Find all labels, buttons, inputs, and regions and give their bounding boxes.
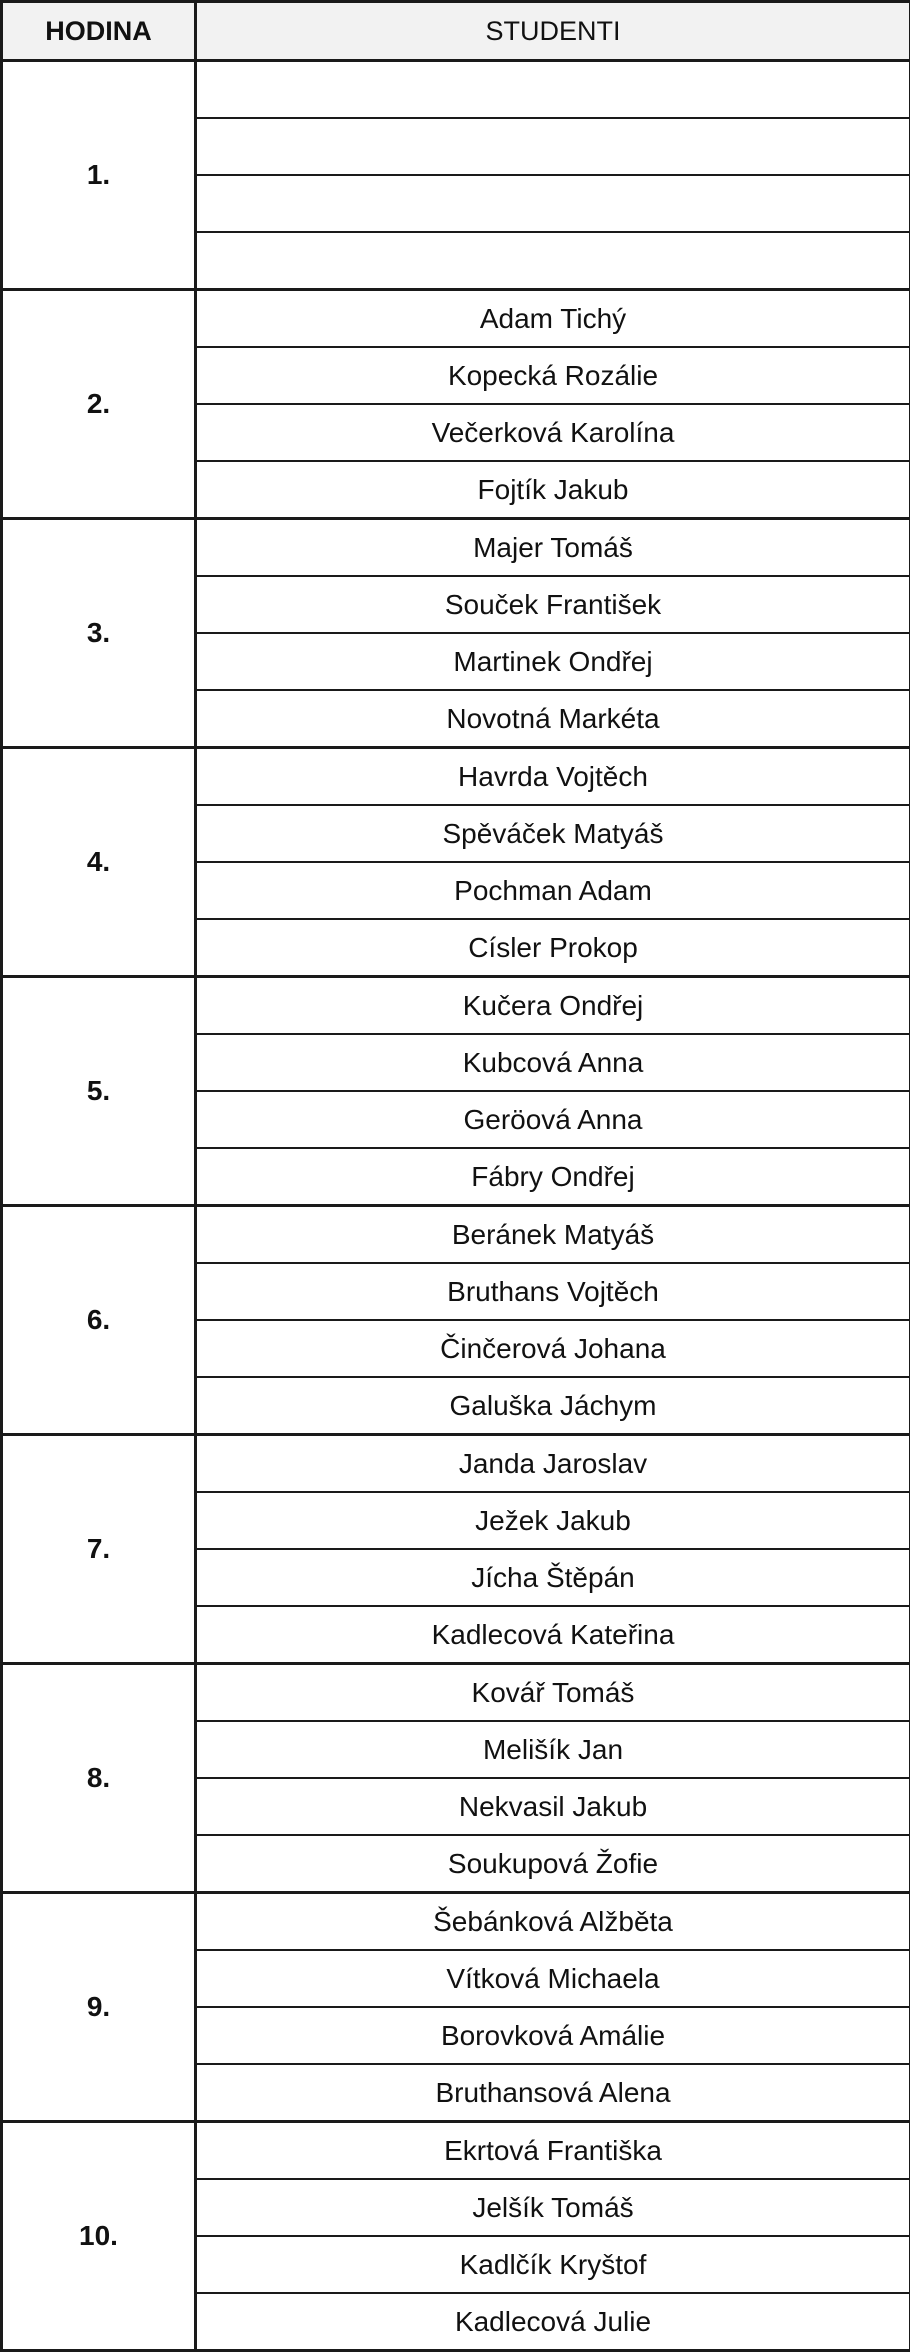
table-header — [2, 2, 910, 61]
student-cell: Kovář Tomáš — [196, 1664, 910, 1722]
student-cell: Nekvasil Jakub — [196, 1778, 910, 1835]
student-cell: Večerková Karolína — [196, 404, 910, 461]
student-cell: Fojtík Jakub — [196, 461, 910, 519]
table-row — [2, 977, 910, 1035]
table-body — [2, 61, 910, 2351]
student-cell: Spěváček Matyáš — [196, 805, 910, 862]
hour-cell: 8. — [2, 1664, 196, 1893]
student-cell: Císler Prokop — [196, 919, 910, 977]
student-cell: Kučera Ondřej — [196, 977, 910, 1035]
student-cell: Melišík Jan — [196, 1721, 910, 1778]
student-cell: Šebánková Alžběta — [196, 1893, 910, 1951]
student-cell: Kadlčík Kryštof — [196, 2236, 910, 2293]
student-cell: Galuška Jáchym — [196, 1377, 910, 1435]
student-cell: Kubcová Anna — [196, 1034, 910, 1091]
hour-cell: 3. — [2, 519, 196, 748]
student-cell — [196, 232, 910, 290]
student-cell: Bruthansová Alena — [196, 2064, 910, 2122]
table-row — [2, 1435, 910, 1493]
table-row — [2, 1206, 910, 1264]
student-cell: Souček František — [196, 576, 910, 633]
student-cell: Kadlecová Kateřina — [196, 1606, 910, 1664]
student-cell: Jícha Štěpán — [196, 1549, 910, 1606]
hour-cell: 5. — [2, 977, 196, 1206]
student-cell: Borovková Amálie — [196, 2007, 910, 2064]
student-cell: Kopecká Rozálie — [196, 347, 910, 404]
student-cell — [196, 118, 910, 175]
table-row — [2, 61, 910, 119]
hour-column-header: HODINA — [2, 2, 196, 61]
students-column-header: STUDENTI — [196, 2, 910, 61]
student-cell: Beránek Matyáš — [196, 1206, 910, 1264]
hour-cell: 1. — [2, 61, 196, 290]
table-row — [2, 748, 910, 806]
header-row — [2, 2, 910, 61]
student-cell: Pochman Adam — [196, 862, 910, 919]
table-row — [2, 290, 910, 348]
table-row — [2, 1664, 910, 1722]
hour-cell: 7. — [2, 1435, 196, 1664]
student-cell: Adam Tichý — [196, 290, 910, 348]
student-cell: Janda Jaroslav — [196, 1435, 910, 1493]
hour-cell: 6. — [2, 1206, 196, 1435]
student-cell — [196, 61, 910, 119]
table-row — [2, 519, 910, 577]
student-cell: Jelšík Tomáš — [196, 2179, 910, 2236]
hour-cell: 2. — [2, 290, 196, 519]
student-cell: Činčerová Johana — [196, 1320, 910, 1377]
student-cell: Majer Tomáš — [196, 519, 910, 577]
student-cell: Martinek Ondřej — [196, 633, 910, 690]
table-row — [2, 2122, 910, 2180]
student-cell: Vítková Michaela — [196, 1950, 910, 2007]
student-cell: Ježek Jakub — [196, 1492, 910, 1549]
student-cell — [196, 175, 910, 232]
student-cell: Soukupová Žofie — [196, 1835, 910, 1893]
hour-cell: 4. — [2, 748, 196, 977]
student-cell: Novotná Markéta — [196, 690, 910, 748]
hour-cell: 10. — [2, 2122, 196, 2351]
table-row — [2, 1893, 910, 1951]
student-cell: Fábry Ondřej — [196, 1148, 910, 1206]
student-cell: Ekrtová Františka — [196, 2122, 910, 2180]
student-cell: Geröová Anna — [196, 1091, 910, 1148]
student-cell: Kadlecová Julie — [196, 2293, 910, 2351]
student-cell: Havrda Vojtěch — [196, 748, 910, 806]
student-cell: Bruthans Vojtěch — [196, 1263, 910, 1320]
hour-cell: 9. — [2, 1893, 196, 2122]
